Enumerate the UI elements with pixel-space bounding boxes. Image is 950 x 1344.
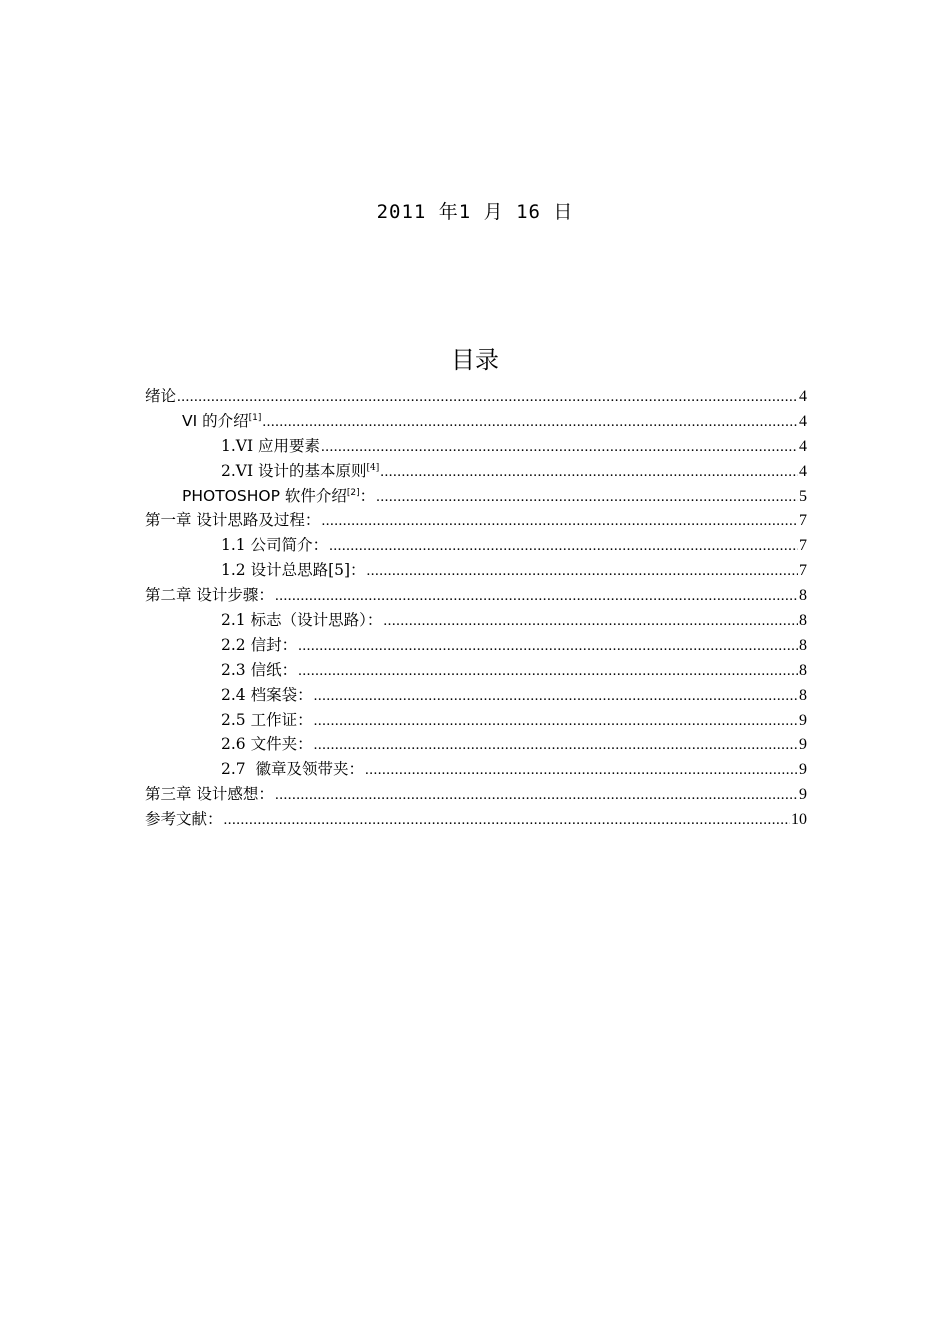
toc-entry[interactable] <box>145 732 807 757</box>
toc-entry[interactable] <box>145 583 807 608</box>
toc-leader-dots <box>298 659 798 684</box>
toc-leader-dots <box>329 534 798 559</box>
toc-page-number: 8 <box>799 587 807 605</box>
toc-entry[interactable] <box>145 658 807 683</box>
toc-page-number: 4 <box>799 462 807 480</box>
toc-entry-label: 1.1 公司简介： <box>221 536 329 555</box>
toc-entry-label: 2.5 工作证： <box>221 710 313 729</box>
toc-entry-label: 2.2 信封： <box>221 635 298 654</box>
toc-leader-dots <box>314 733 798 758</box>
toc-page-number: 5 <box>799 487 807 505</box>
table-of-contents <box>145 384 807 832</box>
toc-entry[interactable] <box>145 757 807 782</box>
toc-page-number: 8 <box>799 661 807 679</box>
toc-leader-dots <box>321 509 798 534</box>
toc-entry[interactable] <box>145 683 807 708</box>
toc-leader-dots <box>262 410 798 435</box>
toc-page-number: 4 <box>799 388 807 405</box>
toc-entry[interactable] <box>145 459 807 484</box>
toc-leader-dots <box>224 808 790 833</box>
toc-page-number: 9 <box>799 736 807 754</box>
toc-entry-label: 2.4 档案袋： <box>221 685 313 704</box>
toc-entry[interactable] <box>145 782 807 807</box>
toc-page-number: 8 <box>799 612 807 630</box>
toc-entry-label: VI 的介绍[1] <box>182 411 262 430</box>
toc-leader-dots <box>275 783 798 808</box>
toc-leader-dots <box>365 758 798 783</box>
toc-entry[interactable] <box>145 633 807 658</box>
toc-entry-label: 参考文献： <box>145 810 223 829</box>
toc-entry[interactable] <box>145 434 807 459</box>
toc-entry[interactable] <box>145 533 807 558</box>
toc-page-number: 9 <box>799 711 807 729</box>
toc-leader-dots <box>314 709 798 734</box>
toc-entry[interactable] <box>145 508 807 533</box>
toc-page-number: 10 <box>791 811 807 829</box>
toc-entry[interactable] <box>145 484 807 509</box>
toc-entry[interactable] <box>145 558 807 583</box>
toc-leader-dots <box>314 684 798 709</box>
toc-leader-dots <box>177 385 798 410</box>
toc-page-number: 7 <box>799 562 807 580</box>
toc-entry-label: 绪论 <box>145 387 177 405</box>
toc-entry-label: 2.VI 设计的基本原则[4] <box>221 461 380 480</box>
toc-entry-label: 2.7 徽章及领带夹： <box>221 760 365 779</box>
toc-leader-dots <box>321 435 798 460</box>
toc-leader-dots <box>275 584 798 609</box>
toc-page-number: 4 <box>799 412 807 430</box>
toc-page-number: 9 <box>799 761 807 779</box>
toc-entry[interactable] <box>145 409 807 434</box>
toc-leader-dots <box>376 485 798 510</box>
toc-entry-label: 2.6 文件夹： <box>221 735 313 754</box>
toc-leader-dots <box>380 460 798 485</box>
toc-page-number: 7 <box>799 537 807 555</box>
toc-page-number: 4 <box>799 437 807 455</box>
toc-page-number: 7 <box>799 512 807 530</box>
document-date: 2011 年1 月 16 日 <box>376 201 574 223</box>
toc-entry-label: 1.2 设计总思路[5]： <box>221 561 366 580</box>
toc-entry[interactable] <box>145 807 807 832</box>
toc-entry-label: 第一章 设计思路及过程： <box>145 511 321 530</box>
toc-entry[interactable] <box>145 608 807 633</box>
toc-entry-label: 第三章 设计感想： <box>145 785 274 804</box>
toc-entry-label: PHOTOSHOP 软件介绍[2]： <box>182 486 376 505</box>
toc-leader-dots <box>383 609 798 634</box>
toc-leader-dots <box>298 634 798 659</box>
toc-entry-label: 1.VI 应用要素 <box>221 436 321 455</box>
toc-entry-label: 2.1 标志（设计思路）： <box>221 611 383 630</box>
toc-entry-label: 第二章 设计步骤： <box>145 586 274 605</box>
toc-page-number: 9 <box>799 786 807 804</box>
toc-title: 目录 <box>451 346 499 374</box>
toc-entry[interactable] <box>145 384 807 409</box>
toc-page-number: 8 <box>799 636 807 654</box>
toc-entry[interactable] <box>145 708 807 733</box>
toc-entry-label: 2.3 信纸： <box>221 660 298 679</box>
toc-page-number: 8 <box>799 686 807 704</box>
toc-leader-dots <box>367 559 798 584</box>
